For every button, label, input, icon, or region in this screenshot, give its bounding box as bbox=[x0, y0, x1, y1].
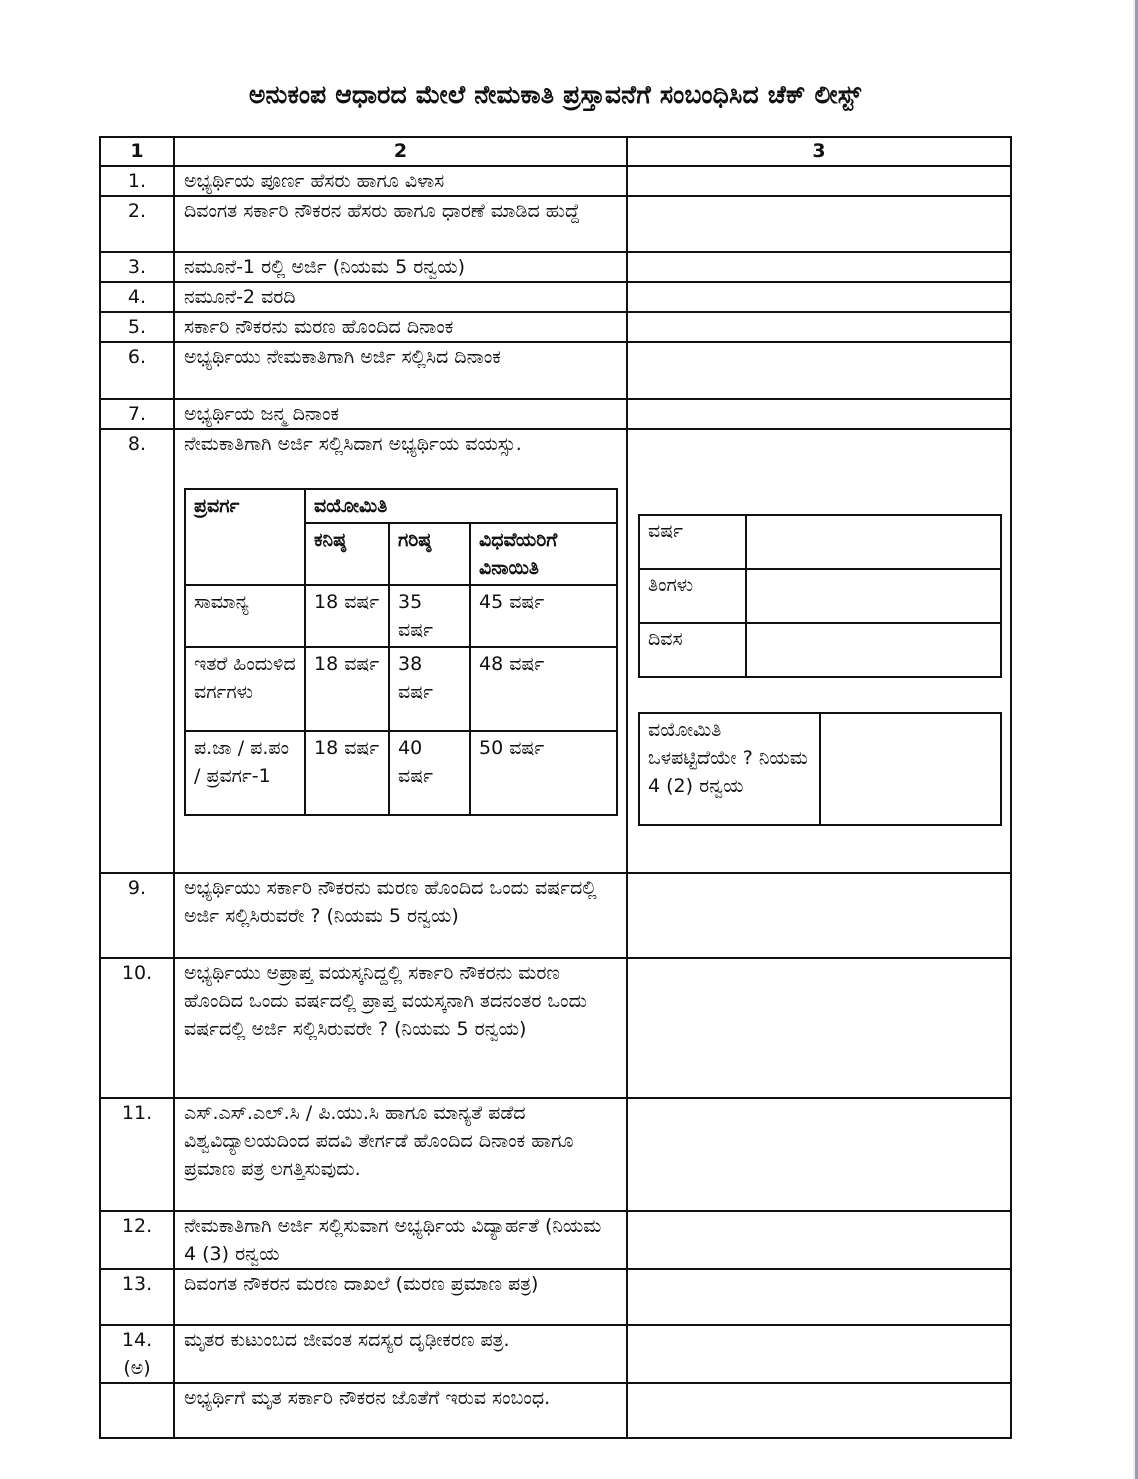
age-header-limit: ವಯೋಮಿತಿ bbox=[305, 489, 617, 523]
row-value-field[interactable] bbox=[627, 196, 1011, 252]
age-max: 38 ವರ್ಷ bbox=[389, 647, 470, 731]
age-limit-table bbox=[184, 488, 618, 816]
row-value-field[interactable] bbox=[627, 282, 1011, 312]
row-item-text: ಅಭ್ಯರ್ಥಿಯು ಅಪ್ರಾಪ್ತ ವಯಸ್ಕನಿದ್ದಲ್ಲಿ ಸರ್ಕಾರಿ ನೌಕರನು ಮರಣ ಹೊಂದಿದ ಒಂದು ವರ್ಷದಲ್ಲಿ ಪ್ರಾಪ್ತ ವಯಸ್ಕನಾಗಿ ತದನಂತರ ಒಂದು ವರ್ಷದಲ್ಲಿ ಅರ್ಜಿ ಸಲ್ಲಿಸಿರುವರೇ ? (ನಿಯಮ 5 ರನ್ವಯ) bbox=[174, 958, 627, 1098]
row-item-text: ಅಭ್ಯರ್ಥಿಯ ಜನ್ಮ ದಿನಾಂಕ bbox=[174, 399, 627, 429]
row-number: 1. bbox=[100, 166, 174, 196]
column-header-1: 1 bbox=[100, 137, 174, 166]
row-number: 14. bbox=[121, 1329, 153, 1351]
days-label: ದಿವಸ bbox=[639, 623, 746, 677]
row-value-field[interactable] bbox=[627, 252, 1011, 282]
row-number: 10. bbox=[100, 958, 174, 1098]
table-row bbox=[100, 1325, 1011, 1383]
row-item-text: ಅಭ್ಯರ್ಥಿಯ ಪೂರ್ಣ ಹೆಸರು ಹಾಗೂ ವಿಳಾಸ bbox=[174, 166, 627, 196]
row-value-field[interactable] bbox=[627, 1325, 1011, 1383]
row-item-text: ಮೃತರ ಕುಟುಂಬದ ಜೀವಂತ ಸದಸ್ಯರ ದೃಢೀಕರಣ ಪತ್ರ. bbox=[174, 1325, 627, 1383]
row-item-text: ನಮೂನೆ-2 ವರದಿ bbox=[174, 282, 627, 312]
table-row bbox=[100, 1098, 1011, 1211]
row-number: 13. bbox=[100, 1269, 174, 1325]
column-header-3: 3 bbox=[627, 137, 1011, 166]
table-row bbox=[100, 958, 1011, 1098]
row-number: 12. bbox=[100, 1211, 174, 1269]
age-max: 40 ವರ್ಷ bbox=[389, 731, 470, 815]
row-value-field[interactable] bbox=[627, 312, 1011, 342]
table-row bbox=[100, 196, 1011, 252]
table-row bbox=[100, 312, 1011, 342]
table-row-age bbox=[100, 429, 1011, 873]
row-item-text: ಅಭ್ಯರ್ಥಿಯು ಸರ್ಕಾರಿ ನೌಕರನು ಮರಣ ಹೊಂದಿದ ಒಂದು ವರ್ಷದಲ್ಲಿ ಅರ್ಜಿ ಸಲ್ಲಿಸಿರುವರೇ ? (ನಿಯಮ 5 ರನ್ವಯ) bbox=[174, 873, 627, 958]
row-value-field[interactable] bbox=[627, 342, 1011, 399]
age-entry-table bbox=[638, 514, 1002, 678]
row-item-text: ಅಭ್ಯರ್ಥಿಗೆ ಮೃತ ಸರ್ಕಾರಿ ನೌಕರನ ಜೊತೆಗೆ ಇರುವ ಸಂಬಂಧ. bbox=[174, 1383, 627, 1438]
row-item-text: ನೇಮಕಾತಿಗಾಗಿ ಅರ್ಜಿ ಸಲ್ಲಿಸುವಾಗ ಅಭ್ಯರ್ಥಿಯ ವಿದ್ಯಾರ್ಹತೆ (ನಿಯಮ 4 (3) ರನ್ವಯ bbox=[174, 1211, 627, 1269]
row-item-text: ನೇಮಕಾತಿಗಾಗಿ ಅರ್ಜಿ ಸಲ್ಲಿಸಿದಾಗ ಅಭ್ಯರ್ಥಿಯ ವಯಸ್ಸು. bbox=[184, 433, 522, 455]
table-row bbox=[100, 252, 1011, 282]
viewer-scrollbar[interactable] bbox=[1133, 0, 1138, 1479]
row-value-field[interactable] bbox=[627, 1269, 1011, 1325]
table-row bbox=[100, 282, 1011, 312]
page-title: ಅನುಕಂಪ ಆಧಾರದ ಮೇಲೆ ನೇಮಕಾತಿ ಪ್ರಸ್ತಾವನೆಗೆ ಸಂಬಂಧಿಸಿದ ಚೆಕ್ ಲೀಸ್ಟ್ bbox=[248, 80, 862, 109]
age-category: ಪ.ಜಾ / ಪ.ಪಂ / ಪ್ರವರ್ಗ-1 bbox=[185, 731, 305, 815]
age-min: 18 ವರ್ಷ bbox=[305, 647, 389, 731]
months-label: ತಿಂಗಳು bbox=[639, 569, 746, 623]
row-value-field[interactable] bbox=[627, 1211, 1011, 1269]
row-number: 5. bbox=[100, 312, 174, 342]
row-number: 4. bbox=[100, 282, 174, 312]
row-number: 9. bbox=[100, 873, 174, 958]
table-row bbox=[100, 166, 1011, 196]
age-min: 18 ವರ್ಷ bbox=[305, 731, 389, 815]
row-number: 3. bbox=[100, 252, 174, 282]
years-field[interactable] bbox=[746, 515, 1001, 569]
eligibility-label: ವಯೋಮಿತಿ ಒಳಪಟ್ಟಿದೆಯೇ ? ನಿಯಮ 4 (2) ರನ್ವಯ bbox=[639, 713, 820, 825]
months-field[interactable] bbox=[746, 569, 1001, 623]
years-label: ವರ್ಷ bbox=[639, 515, 746, 569]
age-entry-cell bbox=[627, 429, 1011, 873]
age-widow: 50 ವರ್ಷ bbox=[470, 731, 617, 815]
row-value-field[interactable] bbox=[627, 1098, 1011, 1211]
row-item-text: ಸರ್ಕಾರಿ ನೌಕರನು ಮರಣ ಹೊಂದಿದ ದಿನಾಂಕ bbox=[174, 312, 627, 342]
row-item-text: ದಿವಂಗತ ಸರ್ಕಾರಿ ನೌಕರನ ಹೆಸರು ಹಾಗೂ ಧಾರಣೆ ಮಾಡಿದ ಹುದ್ದೆ bbox=[174, 196, 627, 252]
row-value-field[interactable] bbox=[627, 399, 1011, 429]
eligibility-field[interactable] bbox=[820, 713, 1001, 825]
row-value-field[interactable] bbox=[627, 958, 1011, 1098]
age-category: ಸಾಮಾನ್ಯ bbox=[185, 585, 305, 647]
row-number: 6. bbox=[100, 342, 174, 399]
age-eligibility-table bbox=[638, 712, 1002, 826]
age-description-cell bbox=[174, 429, 627, 873]
row-number-cell bbox=[100, 1325, 174, 1383]
age-header-max: ಗರಿಷ್ಠ bbox=[389, 523, 470, 585]
age-row bbox=[185, 731, 617, 815]
row-value-field[interactable] bbox=[627, 166, 1011, 196]
row-number: 7. bbox=[100, 399, 174, 429]
column-header-2: 2 bbox=[174, 137, 627, 166]
row-item-text: ನಮೂನೆ-1 ರಲ್ಲಿ ಅರ್ಜಿ (ನಿಯಮ 5 ರನ್ವಯ) bbox=[174, 252, 627, 282]
age-row bbox=[185, 647, 617, 731]
row-item-text: ದಿವಂಗತ ನೌಕರನ ಮರಣ ದಾಖಲೆ (ಮರಣ ಪ್ರಮಾಣ ಪತ್ರ) bbox=[174, 1269, 627, 1325]
row-sub-number: (ಅ) bbox=[123, 1357, 151, 1379]
age-header-category: ಪ್ರವರ್ಗ bbox=[185, 489, 305, 585]
column-header-row bbox=[100, 137, 1011, 166]
age-min: 18 ವರ್ಷ bbox=[305, 585, 389, 647]
table-row bbox=[100, 1269, 1011, 1325]
age-header-min: ಕನಿಷ್ಠ bbox=[305, 523, 389, 585]
table-row bbox=[100, 1211, 1011, 1269]
table-row bbox=[100, 873, 1011, 958]
row-number: 8. bbox=[100, 429, 174, 873]
age-widow: 48 ವರ್ಷ bbox=[470, 647, 617, 731]
row-item-text: ಅಭ್ಯರ್ಥಿಯು ನೇಮಕಾತಿಗಾಗಿ ಅರ್ಜಿ ಸಲ್ಲಿಸಿದ ದಿನಾಂಕ bbox=[174, 342, 627, 399]
days-field[interactable] bbox=[746, 623, 1001, 677]
age-max: 35 ವರ್ಷ bbox=[389, 585, 470, 647]
age-widow: 45 ವರ್ಷ bbox=[470, 585, 617, 647]
table-row bbox=[100, 342, 1011, 399]
row-value-field[interactable] bbox=[627, 873, 1011, 958]
row-number bbox=[100, 1383, 174, 1438]
checklist-table bbox=[99, 136, 1012, 1439]
table-row bbox=[100, 1383, 1011, 1438]
row-number: 2. bbox=[100, 196, 174, 252]
row-item-text: ಎಸ್.ಎಸ್.ಎಲ್.ಸಿ / ಪಿ.ಯು.ಸಿ ಹಾಗೂ ಮಾನ್ಯತೆ ಪಡೆದ ವಿಶ್ವವಿದ್ಯಾಲಯದಿಂದ ಪದವಿ ತೇರ್ಗಡೆ ಹೊಂದಿದ ದಿನಾಂಕ ಹಾಗೂ ಪ್ರಮಾಣ ಪತ್ರ ಲಗತ್ತಿಸುವುದು. bbox=[174, 1098, 627, 1211]
table-row bbox=[100, 399, 1011, 429]
age-header-widow: ವಿಧವೆಯರಿಗೆ ವಿನಾಯಿತಿ bbox=[470, 523, 617, 585]
row-value-field[interactable] bbox=[627, 1383, 1011, 1438]
age-row bbox=[185, 585, 617, 647]
row-number: 11. bbox=[100, 1098, 174, 1211]
age-category: ಇತರೆ ಹಿಂದುಳಿದ ವರ್ಗಗಳು bbox=[185, 647, 305, 731]
